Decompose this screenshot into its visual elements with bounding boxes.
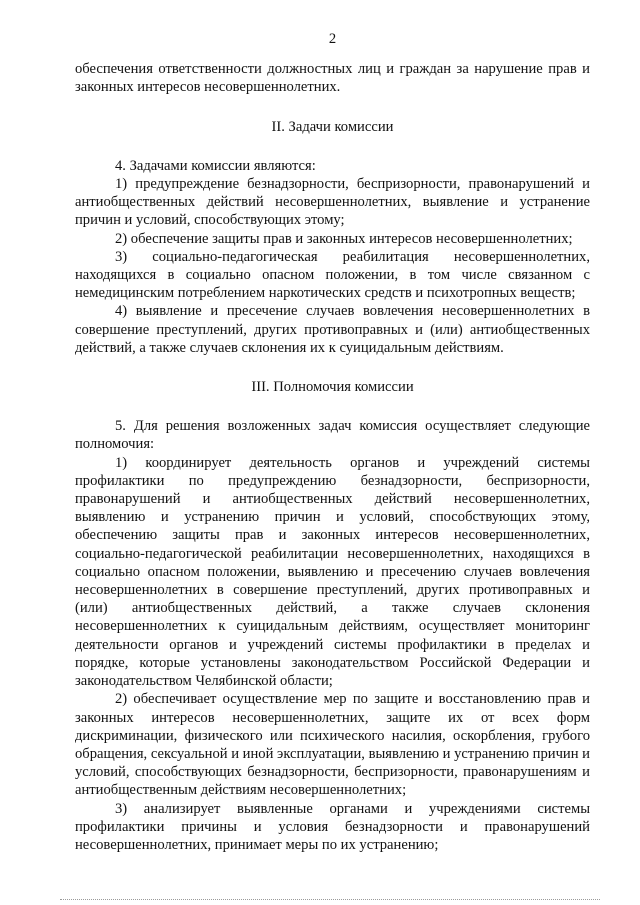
section-2-paragraph: 4. Задачами комиссии являются:: [115, 157, 316, 174]
section-2-paragraph: 1) предупреждение безнадзорности, беспризорности, правонарушений и антиобщественных действий несовершеннолетних, выявление и устранение причин и условий, способствующих этому;: [75, 176, 590, 229]
section-3-paragraph: 2) обеспечивает осуществление мер по защите и восстановлению прав и законных интересов несовершеннолетних, защите их от всех форм дискриминации, физического или психического насилия, оскорбления, грубого обращения, сексуальной и иной эксплуатации, выявлению и устранению причин и условий, способствующих безнадзорности, беспризорности, правонарушениям и антиобщественным действиям несовершеннолетних;: [75, 691, 590, 799]
document-page: [75, 30, 590, 854]
section-2-paragraph: 4) выявление и пресечение случаев вовлечения несовершеннолетних в совершение преступлений, других противоправных и (или) антиобщественных действий, а также случаев склонения их к суицидальным действиям.: [75, 303, 590, 356]
intro-paragraph: обеспечения ответственности должностных лиц и граждан за нарушение прав и законных интересов несовершеннолетних.: [75, 61, 590, 96]
section-2-paragraph: 3) социально-педагогическая реабилитация несовершеннолетних, находящихся в социально опасном положении, в том числе связанном с немедицинским потреблением наркотических средств и психотропных веществ;: [75, 248, 590, 302]
section-3-heading: III. Полномочия комиссии: [251, 379, 414, 396]
page-number: 2: [328, 31, 337, 47]
section-3-paragraph: 3) анализирует выявленные органами и учреждениями системы профилактики причины и условия безнадзорности и правонарушений несовершеннолетних, принимает меры по их устранению;: [75, 800, 590, 853]
page-bottom-divider: [60, 899, 600, 900]
section-2-paragraph: 2) обеспечение защиты прав и законных интересов несовершеннолетних;: [115, 230, 573, 247]
section-3-paragraph: 5. Для решения возложенных задач комиссия осуществляет следующие полномочия:: [75, 418, 590, 453]
section-3-paragraph: 1) координирует деятельность органов и учреждений системы профилактики по предупреждению безнадзорности, беспризорности, правонарушений и антиобщественных действий несовершеннолетних, выявлению и устранению причин и условий, способствующих этому, обеспечению защиты прав и законных интересов несовершеннолетних, социально-педагогической реабилитации несовершеннолетних, находящихся в социально опасном положении, выявлению и пресечению случаев вовлечения несовершеннолетних в совершение преступлений, других противоправных и (или) антиобщественных действий, а также случаев склонения несовершеннолетних к суицидальным действиям, осуществляет мониторинг деятельности органов и учреждений системы профилактики в пределах и порядке, которые установлены законодательством Российской Федерации и законодательством Челябинской области;: [75, 454, 590, 690]
section-2-heading: II. Задачи комиссии: [271, 118, 394, 135]
